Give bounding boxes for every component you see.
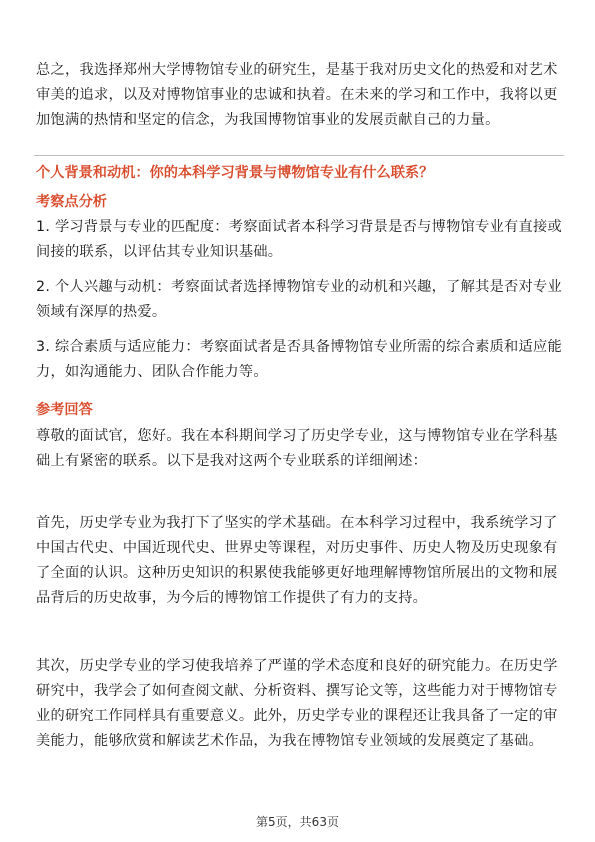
intro-paragraph: 总之，我选择郑州大学博物馆专业的研究生，是基于我对历史文化的热爱和对艺术审美的追求，以及对博物馆事业的忠诚和执着。在未来的学习和工作中，我将以更加饱满的热情和坚定的信念，为我国博物馆事业的发展贡献自己的力量。 bbox=[36, 62, 558, 128]
question-heading: 个人背景和动机：你的本科学习背景与博物馆专业有什么联系？ bbox=[36, 165, 434, 181]
answer-title: 参考回答 bbox=[36, 402, 93, 418]
answer-paragraph: 首先，历史学专业为我打下了坚实的学术基础。在本科学习过程中，我系统学习了中国古代史、中国近现代史、世界史等课程，对历史事件、历史人物及历史现象有了全面的认识。这种历史知识的积累使我能够更好地理解博物馆所展出的文物和展品背后的历史故事，为今后的博物馆工作提供了有力的支持。 bbox=[36, 515, 558, 606]
analysis-title: 考察点分析 bbox=[36, 194, 107, 210]
answer-paragraph: 其次，历史学专业的学习使我培养了严谨的学术态度和良好的研究能力。在历史学研究中，我学会了如何查阅文献、分析资料、撰写论文等，这些能力对于博物馆专业的研究工作同样具有重要意义。此外，历史学专业的课程还让我具备了一定的审美能力，能够欣赏和解读艺术作品，为我在博物馆专业领域的发展奠定了基础。 bbox=[36, 658, 558, 749]
analysis-item: 2. 个人兴趣与动机：考察面试者选择博物馆专业的动机和兴趣，了解其是否对专业领域有深厚的热爱。 bbox=[36, 279, 563, 320]
section-divider bbox=[34, 155, 564, 156]
page-footer: 第5页，共63页 bbox=[256, 815, 339, 829]
answer-paragraph: 尊敬的面试官，您好。我在本科期间学习了历史学专业，这与博物馆专业在学科基础上有紧密的联系。以下是我对这两个专业联系的详细阐述： bbox=[36, 428, 558, 469]
analysis-item: 3. 综合素质与适应能力：考察面试者是否具备博物馆专业所需的综合素质和适应能力，如沟通能力、团队合作能力等。 bbox=[36, 339, 563, 380]
analysis-item: 1. 学习背景与专业的匹配度：考察面试者本科学习背景是否与博物馆专业有直接或间接的联系，以评估其专业知识基础。 bbox=[36, 219, 563, 260]
